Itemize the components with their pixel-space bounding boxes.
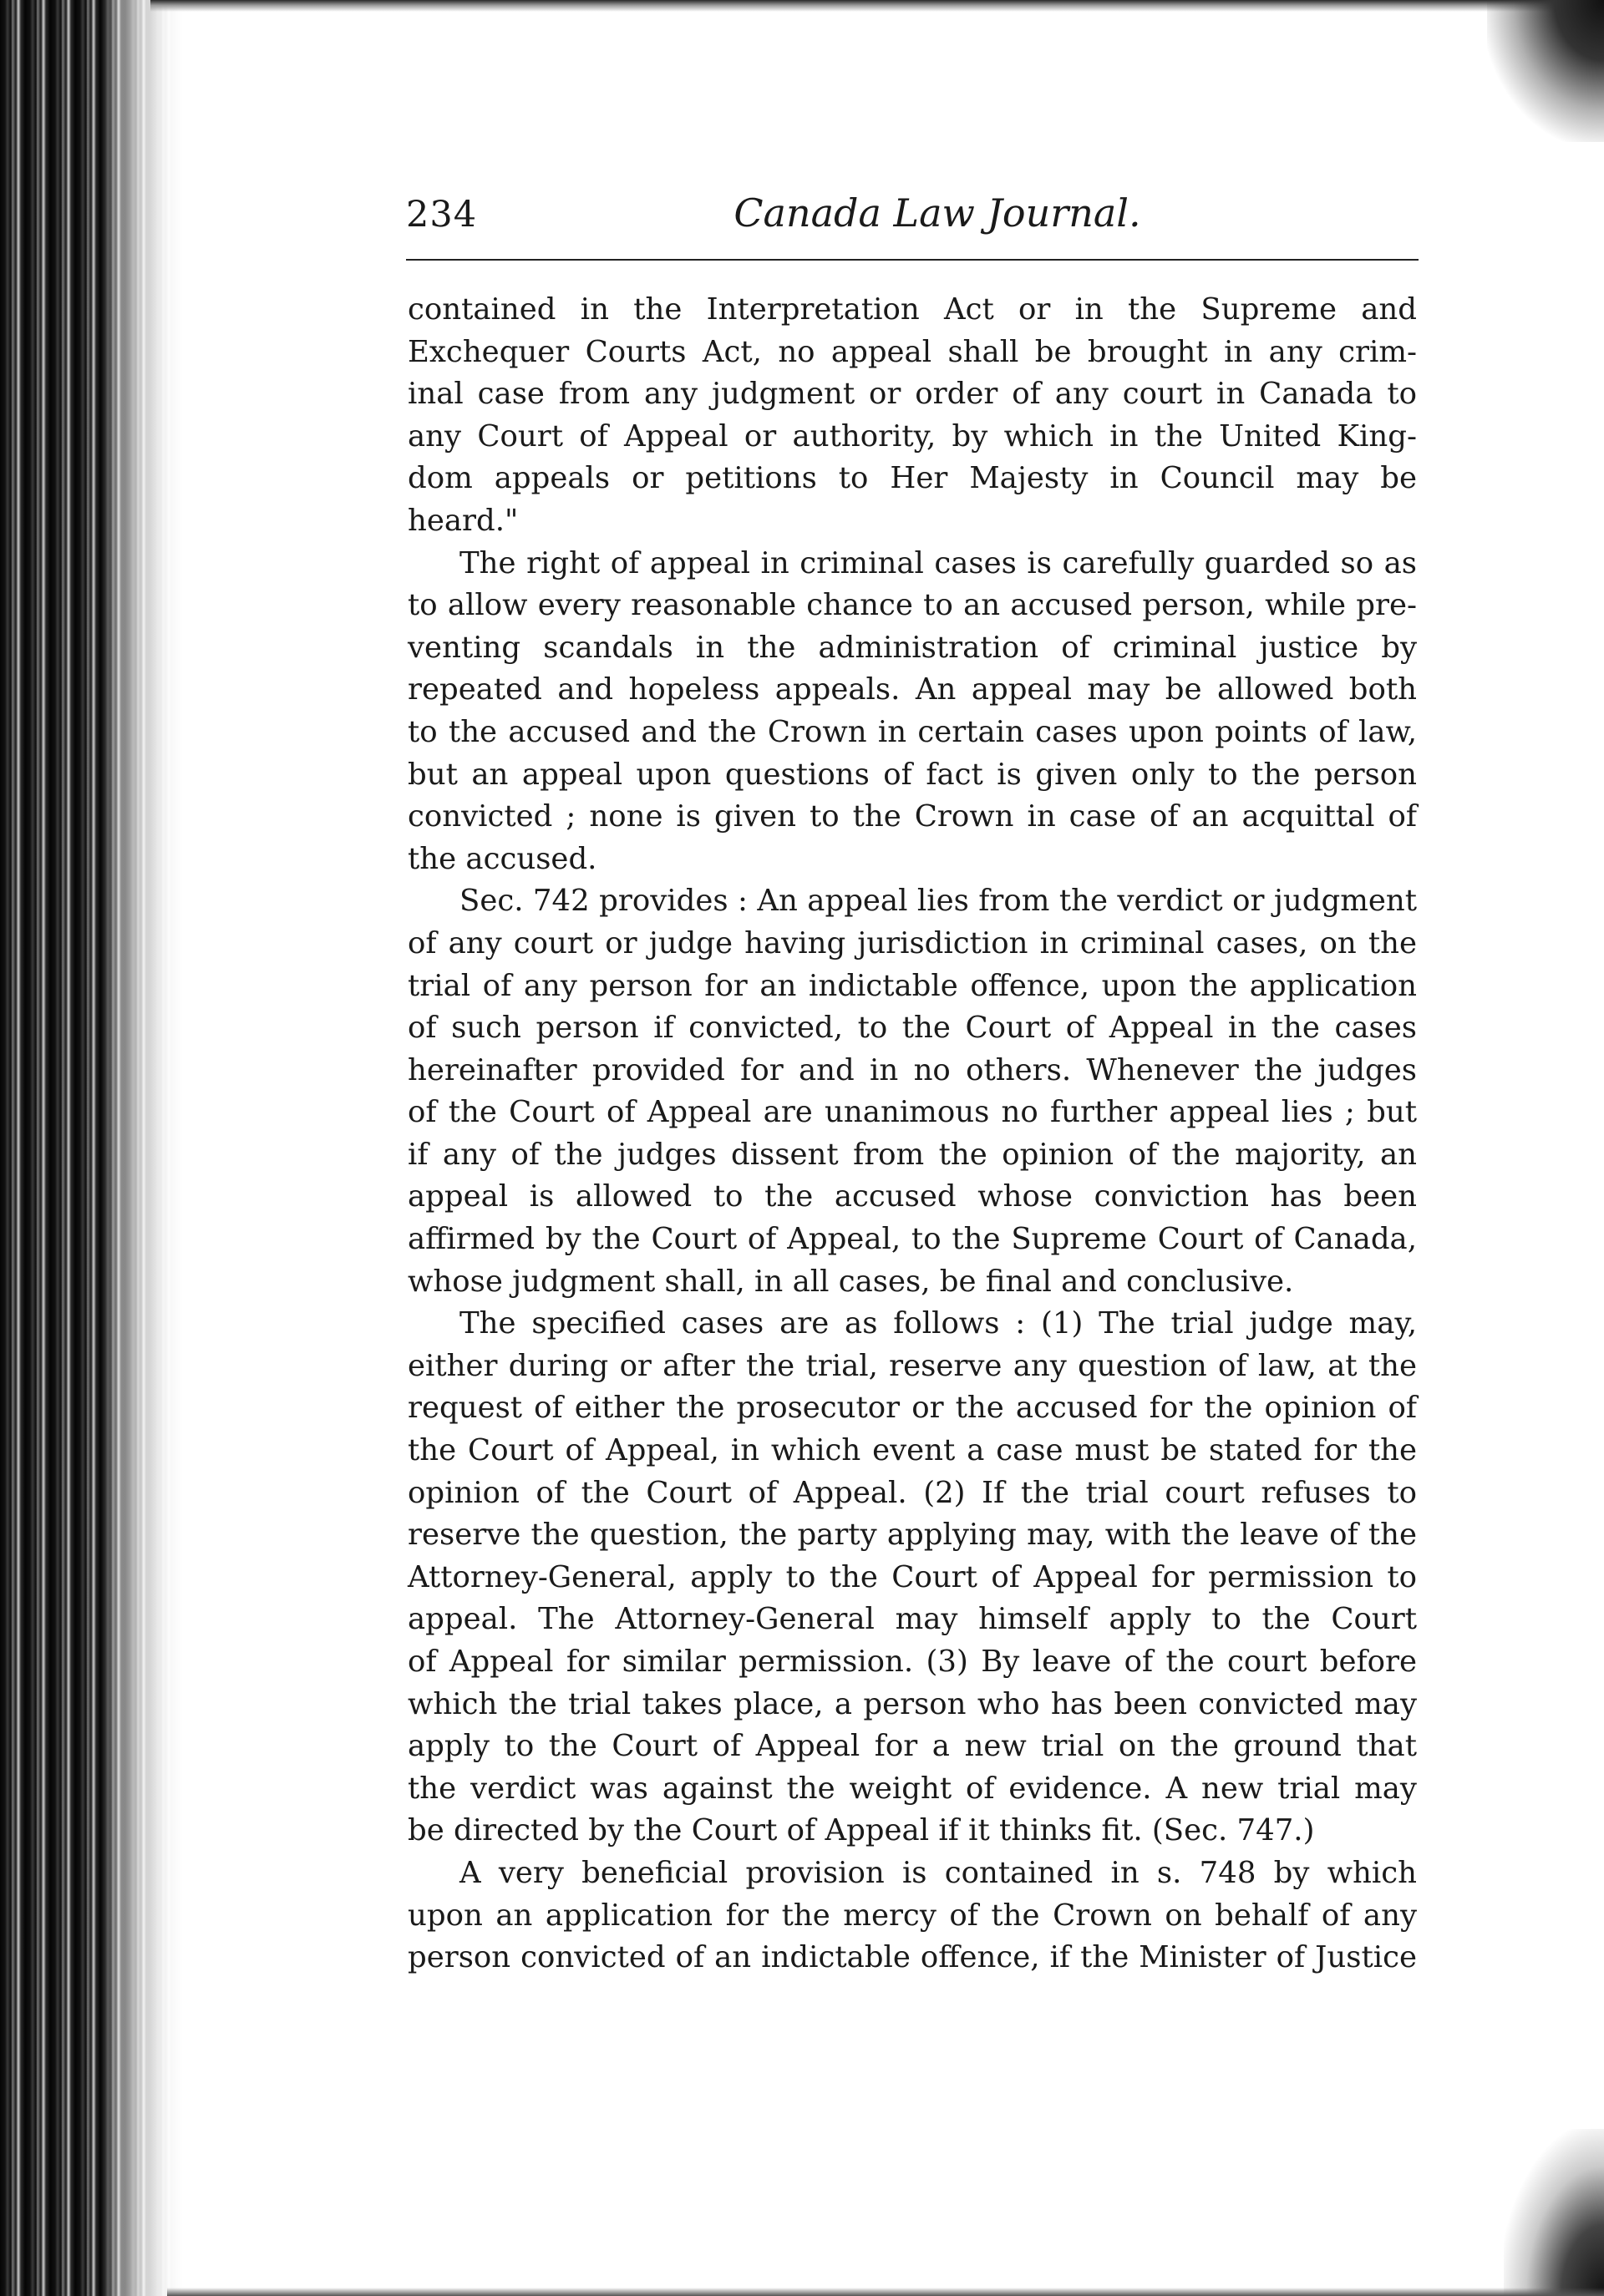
- paragraph: [408, 1303, 1417, 1853]
- scan-corner-bottom-right: [1504, 2129, 1604, 2296]
- text-line: either during or after the trial, reserve any question of law, at the: [408, 1348, 1417, 1383]
- text-line: if any of the judges dissent from the opinion of the majority, an: [408, 1137, 1417, 1172]
- text-line: of such person if convicted, to the Court of Appeal in the cases: [408, 1011, 1417, 1046]
- text-line: appeal is allowed to the accused whose conviction has been: [408, 1179, 1417, 1214]
- text-line: contained in the Interpretation Act or in the Supreme and: [408, 292, 1417, 327]
- text-line: the accused.: [408, 841, 597, 876]
- text-line: The right of appeal in criminal cases is carefully guarded so as: [459, 545, 1417, 580]
- text-line: but an appeal upon questions of fact is given only to the person: [408, 757, 1417, 792]
- text-line: inal case from any judgment or order of any court in Canada to: [408, 377, 1417, 412]
- text-line: hereinafter provided for and in no others. Whenever the judges: [408, 1052, 1417, 1087]
- paragraph: [408, 289, 1417, 543]
- text-line: any Court of Appeal or authority, by which in the United King-: [408, 418, 1417, 454]
- text-line: of any court or judge having jurisdiction in criminal cases, on the: [408, 925, 1417, 960]
- text-line: appeal. The Attorney-General may himself apply to the Court: [408, 1602, 1417, 1637]
- text-line: of the Court of Appeal are unanimous no further appeal lies ; but: [408, 1095, 1417, 1130]
- text-line: upon an application for the mercy of the Crown on behalf of any: [408, 1898, 1417, 1933]
- text-line: whose judgment shall, in all cases, be final and conclusive.: [408, 1264, 1294, 1299]
- paragraph: [408, 880, 1417, 1303]
- text-line: venting scandals in the administration of criminal justice by: [408, 630, 1417, 665]
- page-number: 234: [406, 194, 478, 236]
- text-line: affirmed by the Court of Appeal, to the Supreme Court of Canada,: [408, 1222, 1417, 1257]
- text-line: heard.": [408, 503, 519, 538]
- scan-edge-top: [150, 0, 1604, 12]
- paragraph: [408, 543, 1417, 881]
- text-line: of Appeal for similar permission. (3) By leave of the court before: [408, 1645, 1417, 1679]
- body-text: [408, 289, 1417, 1979]
- text-line: the Court of Appeal, in which event a case must be stated for the: [408, 1433, 1417, 1468]
- text-line: A very beneficial provision is contained in s. 748 by which: [459, 1855, 1417, 1890]
- text-line: request of either the prosecutor or the accused for the opinion of: [408, 1391, 1417, 1426]
- scan-edge-left-fade: [100, 0, 192, 2296]
- text-line: the verdict was against the weight of evidence. A new trial may: [408, 1771, 1417, 1806]
- scan-corner-top-right: [1487, 0, 1604, 142]
- text-line: person convicted of an indictable offence, if the Minister of Justice: [408, 1940, 1417, 1975]
- journal-title: Canada Law Journal.: [733, 190, 1141, 236]
- text-line: to allow every reasonable chance to an accused person, while pre-: [408, 588, 1417, 623]
- running-head: [406, 189, 1419, 246]
- text-line: which the trial takes place, a person who has been convicted may: [408, 1686, 1417, 1721]
- text-line: be directed by the Court of Appeal if it thinks fit. (Sec. 747.): [408, 1813, 1315, 1848]
- text-line: dom appeals or petitions to Her Majesty in Council may be: [408, 461, 1417, 496]
- header-rule: [406, 259, 1419, 261]
- text-line: trial of any person for an indictable offence, upon the application: [408, 968, 1417, 1003]
- text-line: reserve the question, the party applying may, with the leave of the: [408, 1518, 1417, 1553]
- text-line: Attorney-General, apply to the Court of Appeal for permission to: [408, 1559, 1417, 1594]
- paragraph: [408, 1853, 1417, 1979]
- text-line: to the accused and the Crown in certain cases upon points of law,: [408, 714, 1417, 749]
- scan-edge-bottom: [167, 2288, 1604, 2296]
- text-line: The specified cases are as follows : (1) The trial judge may,: [459, 1306, 1417, 1341]
- text-line: repeated and hopeless appeals. An appeal may be allowed both: [408, 672, 1417, 707]
- text-line: convicted ; none is given to the Crown in case of an acquittal of: [408, 799, 1417, 834]
- text-line: Exchequer Courts Act, no appeal shall be brought in any crim-: [408, 334, 1417, 369]
- text-line: Sec. 742 provides : An appeal lies from the verdict or judgment: [459, 884, 1417, 919]
- text-line: apply to the Court of Appeal for a new trial on the ground that: [408, 1729, 1417, 1764]
- text-line: opinion of the Court of Appeal. (2) If the trial court refuses to: [408, 1475, 1417, 1510]
